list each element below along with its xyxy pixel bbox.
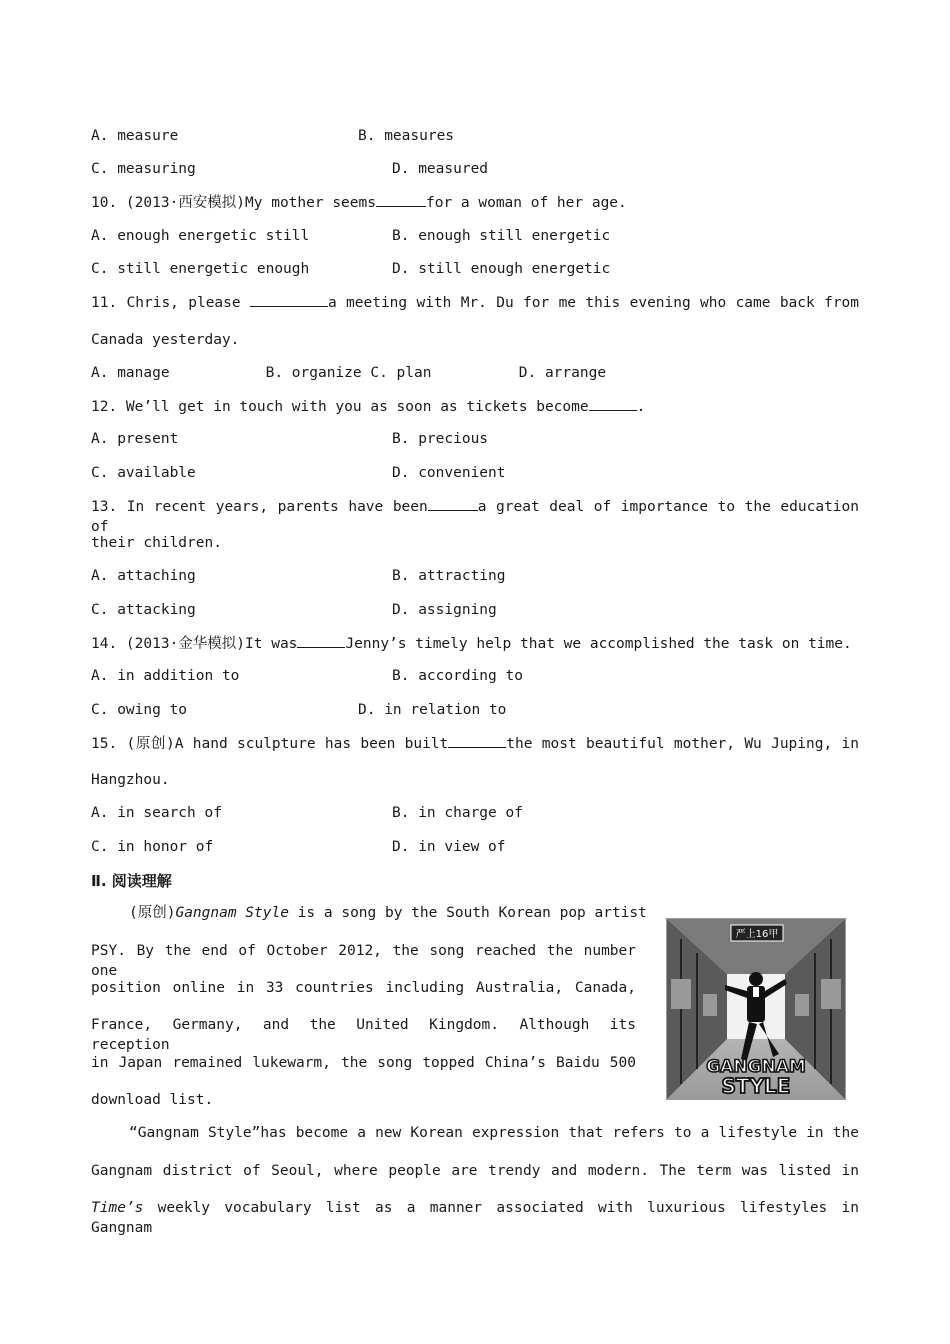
passage-p2-line3 [91,1198,859,1238]
q10-option-b: B. enough still energetic [392,228,611,244]
q14-option-a: A. in addition to [91,668,240,684]
q14-stem [91,633,852,654]
q13-option-d: D. assigning [392,602,497,618]
section-heading: Ⅱ. 阅读理解 [91,872,172,890]
q11-stem-cont: Canada yesterday. [91,332,240,348]
q13-option-c: C. attacking [91,602,196,618]
q10-option-a: A. enough energetic still [91,228,310,244]
passage-p2-line2: Gangnam district of Seoul, where people are trendy and modern. The term was listed in [91,1163,859,1179]
q13-stem [91,496,859,537]
gangnam-style-illustration [667,919,845,1099]
q13-option-b: B. attracting [392,568,506,584]
q15-stem-end: the most beautiful mother, Wu Juping, in [506,736,859,752]
q13-stem-cont: their children. [91,535,222,551]
q12-stem-start: 12. We’ll get in touch with you as soon as tickets become [91,399,589,415]
q14-stem-start: 14. (2013·金华模拟)It was [91,636,298,652]
passage-p1-line5: in Japan remained lukewarm, the song topped China’s Baidu 500 [91,1055,636,1071]
q15-option-d: D. in view of [392,839,506,855]
figure-logo-line2: STYLE [721,1074,791,1098]
q12-option-d: D. convenient [392,465,506,481]
q15-stem-start: 15. (原创)A hand sculpture has been built [91,736,449,752]
figure-logo-line1: GANGNAM [706,1057,806,1077]
q15-option-a: A. in search of [91,805,222,821]
q14-stem-end: Jenny’s timely help that we accomplished the task on time. [345,636,852,652]
q13-blank [428,496,478,511]
q11-blank [250,292,328,307]
q15-option-c: C. in honor of [91,839,214,855]
passage-p2-line3-rest: weekly vocabulary list as a manner associated with luxurious lifestyles in Gangnam [91,1200,859,1236]
passage-p1-line6: download list. [91,1092,214,1108]
q11-stem [91,292,859,313]
q13-stem-start: 13. In recent years, parents have been [91,499,428,515]
q10-blank [376,192,426,207]
q11-stem-end: a meeting with Mr. Du for me this evening who came back from [327,295,860,311]
passage-p1-line1 [129,903,647,923]
passage-p1-line4: France, Germany, and the United Kingdom. Although its reception [91,1017,636,1053]
q10-option-c: C. still energetic enough [91,261,310,277]
q15-stem-cont: Hangzhou. [91,772,170,788]
q9-option-b: B. measures [358,128,455,144]
q13-option-a: A. attaching [91,568,196,584]
passage-p1-line3: position online in 33 countries including Australia, Canada, [91,980,636,996]
q12-option-b: B. precious [392,431,489,447]
q11-options: A. manage B. organize C. plan D. arrange [91,365,607,381]
q10-stem-end: for a woman of her age. [425,195,627,211]
passage-source-tag: (原创) [129,905,176,921]
figure-sign-text: 严上16甲 [735,929,779,940]
q10-stem [91,192,627,213]
q14-option-c: C. owing to [91,702,188,718]
q15-blank [448,733,506,748]
q14-blank [297,633,345,648]
q9-option-c: C. measuring [91,161,196,177]
passage-p1-line1-rest: is a song by the South Korean pop artist [288,905,647,921]
q9-option-a: A. measure [91,128,179,144]
q12-option-c: C. available [91,465,196,481]
song-title: Gangnam Style [175,905,289,921]
q10-option-d: D. still enough energetic [392,261,611,277]
q12-stem-end: . [636,399,646,415]
gangnam-style-figure [666,918,846,1100]
q11-stem-start: 11. Chris, please [91,295,241,311]
q15-option-b: B. in charge of [392,805,523,821]
q14-option-d: D. in relation to [358,702,507,718]
magazine-title: Time’s [91,1200,144,1216]
q15-stem [91,733,859,754]
q12-stem [91,396,645,417]
q14-option-b: B. according to [392,668,523,684]
passage-p2-line1: “Gangnam Style”has become a new Korean expression that refers to a lifestyle in the [129,1125,859,1141]
q13-stem-end: a great deal of importance to the education of [91,499,859,535]
q10-stem-start: 10. (2013·西安模拟)My mother seems [91,195,376,211]
q9-option-d: D. measured [392,161,489,177]
q12-blank [589,396,637,411]
passage-p1-line2: PSY. By the end of October 2012, the song reached the number one [91,943,636,979]
q12-option-a: A. present [91,431,179,447]
